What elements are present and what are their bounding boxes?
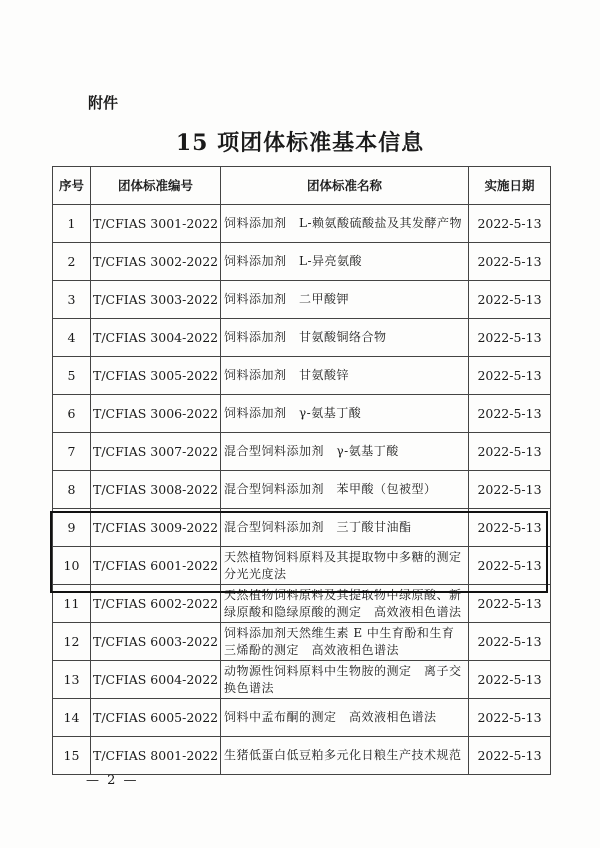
table-row [53,547,551,585]
standard-name: 天然植物饲料原料及其提取物中多糖的测定 分光光度法 [221,547,469,585]
header-name: 团体标准名称 [221,167,469,205]
table-row [53,585,551,623]
table-body [53,205,551,775]
page-title: 15 项团体标准基本信息 [175,130,425,156]
standard-code: T/CFIAS 3002-2022 [91,243,221,281]
implementation-date: 2022-5-13 [469,281,551,319]
standard-name: 饲料添加剂 甘氨酸铜络合物 [221,319,469,357]
implementation-date: 2022-5-13 [469,699,551,737]
row-number: 12 [53,623,91,661]
row-number: 1 [53,205,91,243]
row-number: 7 [53,433,91,471]
row-number: 6 [53,395,91,433]
implementation-date: 2022-5-13 [469,737,551,775]
standard-name: 动物源性饲料原料中生物胺的测定 离子交换色谱法 [221,661,469,699]
standard-code: T/CFIAS 6001-2022 [91,547,221,585]
table-row [53,205,551,243]
standard-code: T/CFIAS 6002-2022 [91,585,221,623]
standard-name: 饲料添加剂 L-赖氨酸硫酸盐及其发酵产物 [221,205,469,243]
standard-name: 饲料添加剂 甘氨酸锌 [221,357,469,395]
standard-name: 生猪低蛋白低豆粕多元化日粮生产技术规范 [221,737,469,775]
implementation-date: 2022-5-13 [469,585,551,623]
standard-code: T/CFIAS 3005-2022 [91,357,221,395]
standard-code: T/CFIAS 6003-2022 [91,623,221,661]
standard-code: T/CFIAS 6005-2022 [91,699,221,737]
table-header-row [53,167,551,205]
table-row [53,319,551,357]
implementation-date: 2022-5-13 [469,205,551,243]
implementation-date: 2022-5-13 [469,547,551,585]
standard-code: T/CFIAS 6004-2022 [91,661,221,699]
standard-code: T/CFIAS 3003-2022 [91,281,221,319]
header-code: 团体标准编号 [91,167,221,205]
implementation-date: 2022-5-13 [469,471,551,509]
page-number: — 2 — [86,773,139,788]
table-row [53,661,551,699]
standard-code: T/CFIAS 3004-2022 [91,319,221,357]
row-number: 3 [53,281,91,319]
table-row [53,623,551,661]
table-row [53,243,551,281]
header-date: 实施日期 [469,167,551,205]
standard-name: 混合型饲料添加剂 苯甲酸（包被型） [221,471,469,509]
implementation-date: 2022-5-13 [469,661,551,699]
row-number: 2 [53,243,91,281]
row-number: 11 [53,585,91,623]
standard-code: T/CFIAS 3001-2022 [91,205,221,243]
standards-table [52,166,551,775]
attachment-label: 附件 [88,94,119,112]
implementation-date: 2022-5-13 [469,623,551,661]
standard-code: T/CFIAS 3007-2022 [91,433,221,471]
standard-name: 混合型饲料添加剂 三丁酸甘油酯 [221,509,469,547]
row-number: 5 [53,357,91,395]
standard-code: T/CFIAS 3008-2022 [91,471,221,509]
standard-name: 混合型饲料添加剂 γ-氨基丁酸 [221,433,469,471]
standard-name: 饲料添加剂 γ-氨基丁酸 [221,395,469,433]
standard-code: T/CFIAS 8001-2022 [91,737,221,775]
table-row [53,509,551,547]
standard-name: 饲料添加剂 L-异亮氨酸 [221,243,469,281]
header-no: 序号 [53,167,91,205]
implementation-date: 2022-5-13 [469,357,551,395]
row-number: 9 [53,509,91,547]
implementation-date: 2022-5-13 [469,243,551,281]
row-number: 10 [53,547,91,585]
implementation-date: 2022-5-13 [469,395,551,433]
table-row [53,395,551,433]
standard-name: 饲料添加剂天然维生素 E 中生育酚和生育三烯酚的测定 高效液相色谱法 [221,623,469,661]
table-row [53,357,551,395]
implementation-date: 2022-5-13 [469,433,551,471]
standard-name: 天然植物饲料原料及其提取物中绿原酸、新绿原酸和隐绿原酸的测定 高效液相色谱法 [221,585,469,623]
table-row [53,281,551,319]
standard-code: T/CFIAS 3006-2022 [91,395,221,433]
row-number: 13 [53,661,91,699]
implementation-date: 2022-5-13 [469,509,551,547]
standard-code: T/CFIAS 3009-2022 [91,509,221,547]
table-row [53,737,551,775]
row-number: 8 [53,471,91,509]
implementation-date: 2022-5-13 [469,319,551,357]
standard-name: 饲料中孟布酮的测定 高效液相色谱法 [221,699,469,737]
standard-name: 饲料添加剂 二甲酸钾 [221,281,469,319]
row-number: 14 [53,699,91,737]
table-row [53,471,551,509]
row-number: 15 [53,737,91,775]
table-row [53,433,551,471]
table-row [53,699,551,737]
row-number: 4 [53,319,91,357]
